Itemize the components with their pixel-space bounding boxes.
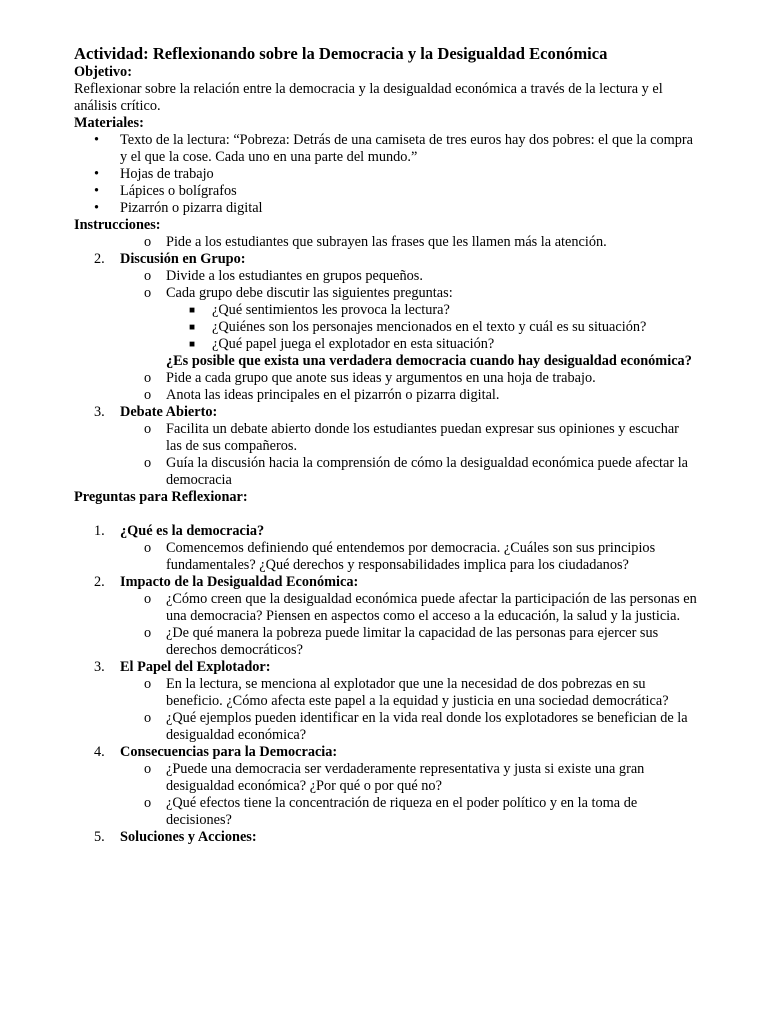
list-item: o Comencemos definiendo qué entendemos por democracia. ¿Cuáles son sus principios fundamentales? ¿Qué derechos y responsabilidades implica para los ciudadanos?	[144, 540, 656, 573]
materiales-heading: Materiales:	[74, 115, 144, 131]
list-item: • Pizarrón o pizarra digital	[94, 200, 263, 216]
circle-bullet-icon: o	[144, 285, 152, 301]
square-bullet-icon: ■	[189, 339, 196, 350]
step-title: 3. Debate Abierto:	[94, 404, 218, 420]
section-title: 5. Soluciones y Acciones:	[94, 829, 257, 845]
list-item: ■ ¿Qué papel juega el explotador en esta situación?	[189, 336, 495, 352]
list-item: • Lápices o bolígrafos	[94, 183, 237, 199]
list-item: o ¿Cómo creen que la desigualdad económica puede afectar la participación de las personas en una democracia? Piensen en aspectos como el acceso a la educación, la salud y la justicia.	[144, 591, 697, 624]
circle-bullet-icon: o	[144, 625, 152, 641]
circle-bullet-icon: o	[144, 234, 152, 250]
spacer	[74, 506, 698, 523]
bold-question: ¿Es posible que exista una verdadera democracia cuando hay desigualdad económica?	[166, 353, 692, 369]
circle-bullet-icon: o	[144, 710, 152, 726]
square-bullet-icon: ■	[189, 322, 196, 333]
list-item: o En la lectura, se menciona al explotador que une la necesidad de dos pobrezas en su beneficio. ¿Cómo afecta este papel a la equidad y justicia en una sociedad democrática?	[144, 676, 669, 709]
list-item: o Divide a los estudiantes en grupos pequeños.	[144, 268, 423, 284]
circle-bullet-icon: o	[144, 795, 152, 811]
list-item: ■ ¿Quiénes son los personajes mencionados en el texto y cuál es su situación?	[189, 319, 647, 335]
list-item: • Texto de la lectura: “Pobreza: Detrás de una camiseta de tres euros hay dos pobres: el que la compra y el que la cose. Cada uno en una parte del mundo.”	[94, 132, 694, 165]
list-item: o Pide a cada grupo que anote sus ideas y argumentos en una hoja de trabajo.	[144, 370, 596, 386]
circle-bullet-icon: o	[144, 421, 152, 437]
circle-bullet-icon: o	[144, 676, 152, 692]
circle-bullet-icon: o	[144, 761, 152, 777]
bullet-icon: •	[94, 183, 100, 199]
section-title: 3. El Papel del Explotador:	[94, 659, 271, 675]
list-item: o ¿De qué manera la pobreza puede limitar la capacidad de las personas para ejercer sus derechos democráticos?	[144, 625, 659, 658]
list-item: o Cada grupo debe discutir las siguientes preguntas:	[144, 285, 453, 301]
circle-bullet-icon: o	[144, 540, 152, 556]
objetivo-heading: Objetivo:	[74, 64, 132, 80]
list-item: ■ ¿Qué sentimientos les provoca la lectura?	[189, 302, 450, 318]
circle-bullet-icon: o	[144, 268, 152, 284]
circle-bullet-icon: o	[144, 455, 152, 471]
list-item: o ¿Puede una democracia ser verdaderamente representativa y justa si existe una gran desigualdad económica? ¿Por qué o por qué no?	[144, 761, 645, 794]
list-item: o Guía la discusión hacia la comprensión de cómo la desigualdad económica puede afectar la democracia	[144, 455, 689, 488]
list-item: o ¿Qué efectos tiene la concentración de riqueza en el poder político y en la toma de decisiones?	[144, 795, 638, 828]
document-title: Actividad: Reflexionando sobre la Democracia y la Desigualdad Económica	[74, 44, 608, 63]
list-item: o Anota las ideas principales en el pizarrón o pizarra digital.	[144, 387, 500, 403]
list-item: o Pide a los estudiantes que subrayen las frases que les llamen más la atención.	[144, 234, 607, 250]
step-title: 2. Discusión en Grupo:	[94, 251, 246, 267]
circle-bullet-icon: o	[144, 370, 152, 386]
bullet-icon: •	[94, 166, 100, 182]
circle-bullet-icon: o	[144, 591, 152, 607]
objetivo-text: Reflexionar sobre la relación entre la democracia y la desigualdad económica a través de la lectura y el análisis crítico.	[74, 81, 663, 114]
circle-bullet-icon: o	[144, 387, 152, 403]
section-title: 4. Consecuencias para la Democracia:	[94, 744, 338, 760]
section-title: 2. Impacto de la Desigualdad Económica:	[94, 574, 359, 590]
square-bullet-icon: ■	[189, 305, 196, 316]
list-item: o ¿Qué ejemplos pueden identificar en la vida real donde los explotadores se benefician de la desigualdad económica?	[144, 710, 688, 743]
bullet-icon: •	[94, 132, 100, 148]
section-title: 1. ¿Qué es la democracia?	[94, 523, 265, 539]
preguntas-heading: Preguntas para Reflexionar:	[74, 489, 248, 505]
instrucciones-heading: Instrucciones:	[74, 217, 161, 233]
bullet-icon: •	[94, 200, 100, 216]
list-item: o Facilita un debate abierto donde los estudiantes puedan expresar sus opiniones y escuchar las de sus compañeros.	[144, 421, 679, 454]
list-item: • Hojas de trabajo	[94, 166, 214, 182]
